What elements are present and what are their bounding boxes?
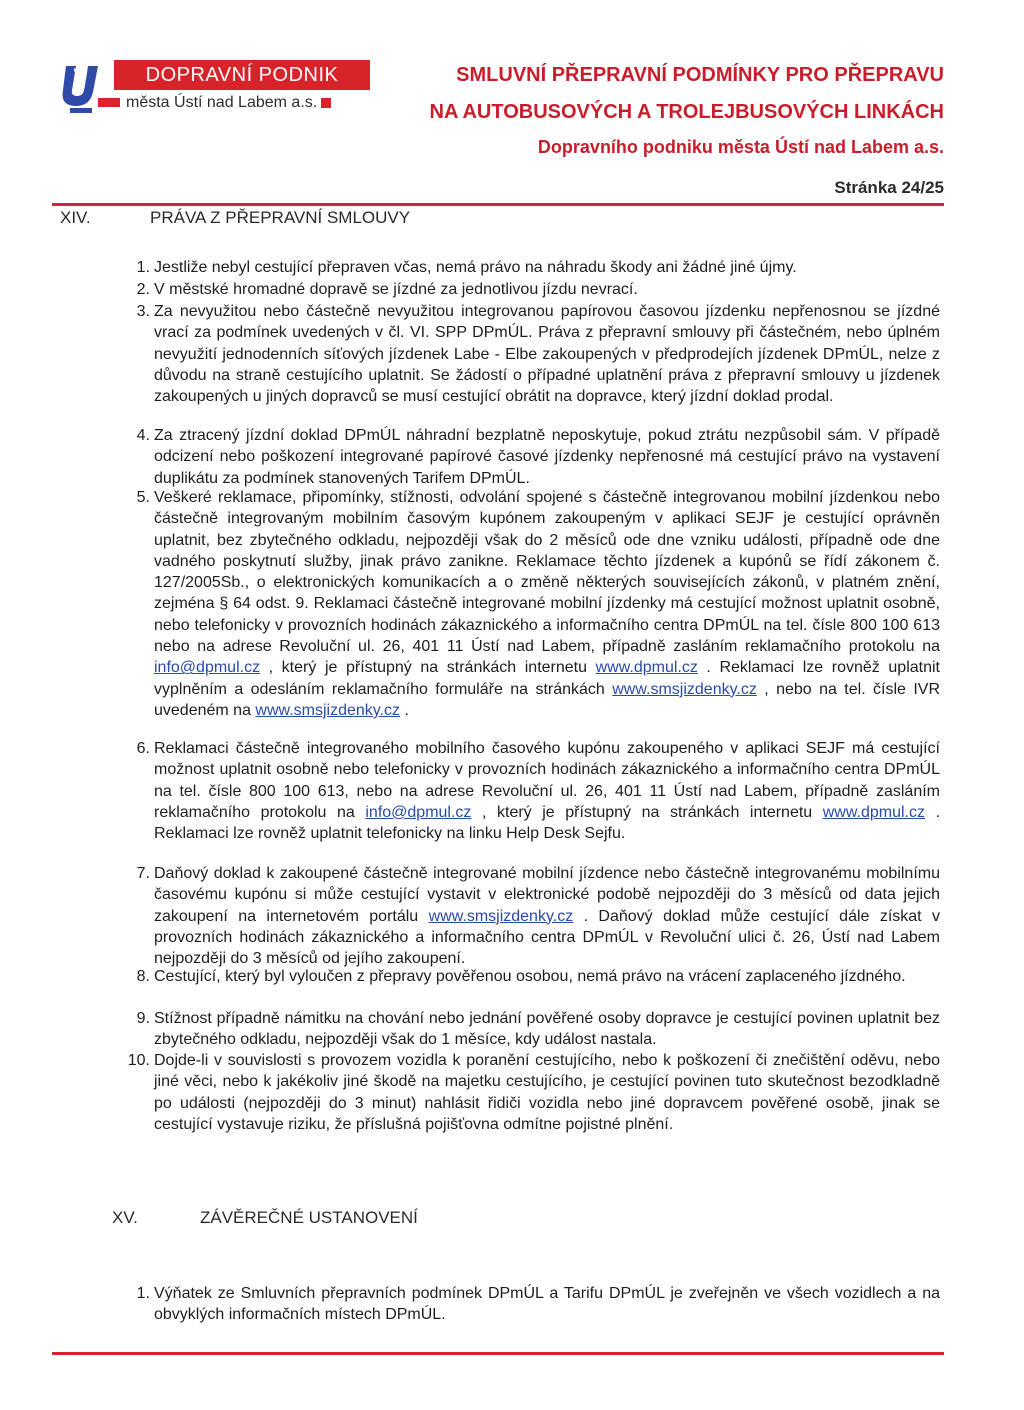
- logo-name: DOPRAVNÍ PODNIK: [114, 60, 370, 90]
- section-number: XIV.: [60, 208, 91, 227]
- header-company: Dopravního podniku města Ústí nad Labem a.s.: [537, 137, 944, 157]
- item-number: 2.: [136, 281, 150, 298]
- page-number: Stránka 24/25: [834, 178, 944, 197]
- header-title-line2: NA AUTOBUSOVÝCH A TROLEJBUSOVÝCH LINKÁCH: [429, 101, 944, 123]
- item-text: Za ztracený jízdní doklad DPmÚL náhradní bezplatně neposkytuje, pokud ztrátu nezpůsobil sám. V případě odcizení nebo poškození integrované papírové časové jízdenky nepřenosné má cestující právo na vystavení duplikátu za podmínek stanovených Tarifem DPmÚL.: [154, 427, 940, 487]
- logo-subtitle-row: [98, 94, 335, 112]
- item-number: 8.: [136, 968, 150, 985]
- item-number: 6.: [136, 740, 150, 757]
- item-text: Výňatek ze Smluvních přepravních podmínek DPmÚL a Tarifu DPmÚL je zveřejněn ve všech vozidlech a na obvyklých informačních místech DPmÚL.: [154, 1285, 940, 1324]
- header-title-line1: SMLUVNÍ PŘEPRAVNÍ PODMÍNKY PRO PŘEPRAVU: [456, 64, 944, 86]
- item-number: 7.: [136, 865, 150, 882]
- link[interactable]: info@dpmul.cz: [154, 659, 261, 677]
- link[interactable]: www.dpmul.cz: [595, 659, 698, 677]
- header-divider: [52, 203, 944, 206]
- logo-subtitle: města Ústí nad Labem a.s.: [126, 94, 318, 111]
- item-text: Za nevyužitou nebo částečně nevyužitou integrovanou papírovou časovou jízdenku nepřenosnou se jízdné vrací za podmínek uvedených v čl. VI. SPP DPmÚL. Práva z přepravní smlouvy při částečném, nebo úplném nevyužití jednodenních síťových jízdenek Labe - Elbe zakoupených v předprodejích jízdenek DPmÚL, nelze z důvodu na straně cestujícího uplatnit. Se žádostí o případné uplatnění práva z přepravní smlouvy u jízdenek zakoupených u jiných dopravců se musí cestující obrátit na dopravce, který jízdní doklad prodal.: [154, 303, 940, 406]
- item-text: Reklamaci částečně integrovaného mobilního časového kupónu zakoupeného v aplikaci SEJF má cestující možnost uplatnit osobně nebo telefonicky v provozních hodinách zákaznického a informačního centra DPmÚL na tel. čísle 800 100 613, nebo na adrese Revoluční ul. 26, 401 11 Ústí nad Labem, případně zasláním reklamačního protokolu na info@dpmul.cz , který je přístupný na stránkách internetu www.dpmul.cz . Reklamaci lze rovněž uplatnit telefonicky na linku Help Desk Sejfu.: [154, 740, 941, 843]
- item-number: 3.: [136, 303, 150, 320]
- link[interactable]: www.smsjizdenky.cz: [612, 680, 757, 698]
- link[interactable]: www.smsjizdenky.cz: [255, 701, 401, 719]
- section-number: XV.: [112, 1208, 138, 1227]
- link[interactable]: www.dpmul.cz: [822, 803, 925, 821]
- footer-divider: [52, 1352, 944, 1355]
- item-text: Jestliže nebyl cestující přepraven včas, nemá právo na náhradu škody ani žádné jiné újmy.: [154, 259, 797, 276]
- item-text: V městské hromadné dopravě se jízdné za jednotlivou jízdu nevrací.: [154, 281, 638, 298]
- link[interactable]: info@dpmul.cz: [365, 803, 472, 821]
- item-text: Stížnost případně námitku na chování nebo jednání pověřené osoby dopravce je cestující povinen uplatnit bez zbytečného odkladu, nejpozději však do 1 měsíce, kdy událost nastala.: [154, 1010, 940, 1049]
- item-text: Dojde-li v souvislosti s provozem vozidla k poranění cestujícího, nebo k poškození či znečištění oděvu, nebo jiné věci, nebo k jakékoliv jiné škodě na majetku cestujícího, je cestující povinen tuto skutečnost bezodkladně po události (nejpozději do 3 minut) nahlásit řidiči vozidla nebo jiné dopravcem pověřené osobě, jinak se cestující vystavuje riziku, že příslušná pojišťovna odmítne pojistné plnění.: [154, 1052, 940, 1133]
- item-text: Veškeré reklamace, připomínky, stížnosti, odvolání spojené s částečně integrovanou mobilní jízdenkou nebo částečně integrovaným mobilním časovým kupónem zakoupeným v aplikaci SEJF je cestující oprávněn uplatnit, bez zbytečného odkladu, nejpozději však do 2 měsíců ode dne vzniku události, případně ode dne vadného poskytnutí služby, jinak právo zanikne. Reklamace těchto jízdenek a kupónů se řídí zákonem č. 127/2005Sb., o elektronických komunikacích a o změně některých souvisejících zákonů, v platném znění, zejména § 64 odst. 9. Reklamaci částečně integrované mobilní jízdenky má cestující možnost uplatnit osobně, nebo telefonicky v provozních hodinách zákaznického a informačního centra DPmÚL na tel. čísle 800 100 613 nebo na adrese Revoluční ul. 26, 401 11 Ústí nad Labem, případně zasláním reklamačního protokolu na info@dpmul.cz , který je přístupný na stránkách internetu www.dpmul.cz . Reklamaci lze rovněž uplatnit vyplněním a odesláním reklamačního formuláře na stránkách www.smsjizdenky.cz , nebo na tel. čísle IVR uvedeném na www.smsjizdenky.cz .: [154, 489, 941, 719]
- section-title: ZÁVĚREČNÉ USTANOVENÍ: [200, 1208, 418, 1227]
- item-number: 1.: [136, 1285, 150, 1302]
- item-number: 1.: [136, 259, 150, 276]
- item-number: 9.: [136, 1010, 150, 1027]
- section-title: PRÁVA Z PŘEPRAVNÍ SMLOUVY: [150, 208, 411, 227]
- item-number: 4.: [136, 427, 150, 444]
- item-text: Cestující, který byl vyloučen z přepravy pověřenou osobou, nemá právo na vrácení zaplaceného jízdného.: [154, 968, 906, 985]
- item-number: 10.: [127, 1052, 150, 1069]
- company-logo: [52, 56, 339, 116]
- link[interactable]: www.smsjizdenky.cz: [428, 907, 574, 925]
- item-number: 5.: [136, 489, 150, 506]
- item-text: Daňový doklad k zakoupené částečně integrované mobilní jízdence nebo částečně integrovanému mobilnímu časovému kupónu si může cestující vystavit v elektronické podobě nejpozději do 3 měsíců od data jejich zakoupení na internetovém portálu www.smsjizdenky.cz . Daňový doklad může cestující dále získat v provozních hodinách zákaznického a informačního centra DPmÚL v Revoluční ulici č. 26, Ústí nad Labem nejpozději do 3 měsíců od jejího zakoupení.: [154, 865, 940, 968]
